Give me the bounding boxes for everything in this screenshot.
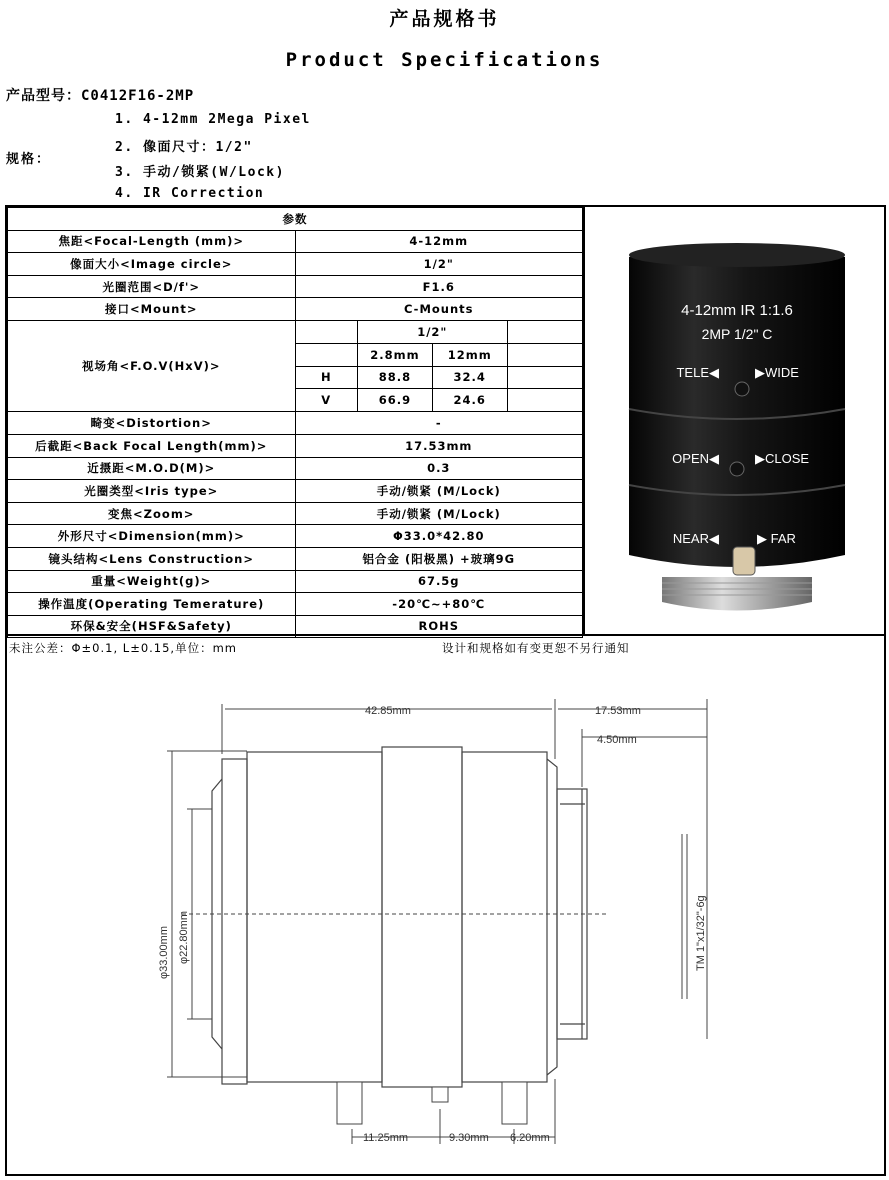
table-row (8, 525, 583, 548)
table-header-row (8, 208, 583, 231)
row-value: F1.6 (295, 275, 583, 298)
vertical-divider (583, 207, 585, 634)
lens-body (629, 247, 845, 567)
row-label: 焦距<Focal-Length (mm)> (8, 230, 296, 253)
spec-line-1: 1. 4-12mm 2Mega Pixel (115, 112, 311, 127)
table-row (8, 457, 583, 480)
iris-screw (730, 462, 744, 476)
spec-line-2: 2. 像面尺寸：1/2" (115, 140, 253, 155)
row-value: 67.5g (295, 570, 583, 593)
row-label: 像面大小<Image circle> (8, 253, 296, 276)
lens-outline (212, 747, 587, 1087)
specs-label: 规格： (6, 152, 52, 167)
row-value: 手动/锁紧 (M/Lock) (295, 480, 583, 503)
row-value: 手动/锁紧 (M/Lock) (295, 502, 583, 525)
table-row (8, 480, 583, 503)
row-value: 4-12mm (295, 230, 583, 253)
table-row (8, 570, 583, 593)
dim-a: 11.25mm (363, 1132, 409, 1144)
row-value: 铝合金 (阳极黑) +玻璃9G (295, 547, 583, 570)
row-value: 0.3 (295, 457, 583, 480)
photo-open: OPEN◀ (672, 451, 719, 466)
dim-c: 6.20mm (510, 1132, 550, 1144)
fov-focal-a: 2.8mm (358, 344, 433, 367)
table-row (8, 298, 583, 321)
row-value: 1/2" (295, 253, 583, 276)
photo-line2: 2MP 1/2" C (701, 326, 773, 342)
dimension-lines (167, 699, 707, 1144)
zoom-screw (735, 382, 749, 396)
lens-photo (587, 207, 884, 634)
fov-h-b: 32.4 (432, 366, 507, 389)
fov-label: 视场角<F.O.V(HxV)> (8, 320, 296, 411)
table-header: 参数 (8, 208, 583, 231)
row-label: 畸变<Distortion> (8, 412, 296, 435)
table-row (8, 230, 583, 253)
photo-near: NEAR◀ (672, 531, 719, 546)
lens-thread (662, 577, 812, 611)
fov-cell (295, 320, 583, 411)
photo-tele: TELE◀ (676, 365, 719, 380)
spec-table (7, 207, 583, 638)
table-row (8, 412, 583, 435)
dim-outer-diameter: φ33.00mm (158, 926, 170, 979)
row-label: 近摄距<M.O.D(M)> (8, 457, 296, 480)
table-row (8, 434, 583, 457)
row-value: C-Mounts (295, 298, 583, 321)
dim-back-focal: 17.53mm (595, 705, 641, 717)
horizontal-divider (7, 634, 884, 636)
lens-drawing (7, 659, 884, 1174)
row-label: 后截距<Back Focal Length(mm)> (8, 434, 296, 457)
fov-blank (507, 344, 582, 367)
model-value: C0412F16-2MP (81, 88, 195, 104)
disclaimer-note: 设计和规格如有变更恕不另行通知 (442, 641, 630, 655)
table-row (8, 593, 583, 616)
spec-table-wrap (7, 207, 583, 638)
fov-v-b: 24.6 (432, 389, 507, 412)
title-chinese: 产品规格书 (389, 8, 500, 30)
row-label: 接口<Mount> (8, 298, 296, 321)
lens-top (629, 243, 845, 267)
row-label: 外形尺寸<Dimension(mm)> (8, 525, 296, 548)
table-row (8, 547, 583, 570)
dim-flange: 4.50mm (597, 734, 637, 746)
dim-inner-diameter: φ22.80mm (178, 911, 190, 964)
row-label: 重量<Weight(g)> (8, 570, 296, 593)
fov-blank (296, 344, 358, 367)
fov-v-a: 66.9 (358, 389, 433, 412)
photo-line1: 4-12mm IR 1:1.6 (681, 302, 793, 319)
fov-sensor: 1/2" (358, 321, 508, 344)
row-label: 环保&安全(HSF&Safety) (8, 615, 296, 638)
spec-line-4: 4. IR Correction (115, 186, 265, 201)
table-row (8, 502, 583, 525)
table-row (8, 275, 583, 298)
fov-v-label: V (296, 389, 358, 412)
title-english: Product Specifications (285, 49, 604, 71)
table-row (8, 253, 583, 276)
drawing-screws (337, 1082, 527, 1124)
spec-sheet-frame (5, 205, 886, 1176)
fov-blank (507, 389, 582, 412)
fov-focal-b: 12mm (432, 344, 507, 367)
fov-h-label: H (296, 366, 358, 389)
row-label: 变焦<Zoom> (8, 502, 296, 525)
model-label: 产品型号： (6, 88, 81, 104)
row-value: ROHS (295, 615, 583, 638)
fov-blank (507, 321, 582, 344)
focus-knob (733, 547, 755, 575)
dim-length: 42.85mm (365, 705, 411, 717)
model-line (6, 85, 194, 105)
row-value: - (295, 412, 583, 435)
photo-far: ▶ FAR (757, 531, 796, 546)
dim-b: 9.30mm (449, 1132, 489, 1144)
tolerance-note: 未注公差：Φ±0.1, L±0.15,单位：mm (9, 641, 237, 655)
row-label: 光圈范围<D/f'> (8, 275, 296, 298)
fov-h-a: 88.8 (358, 366, 433, 389)
photo-close: ▶CLOSE (755, 451, 810, 466)
fov-subtable (296, 321, 583, 411)
fov-blank (507, 366, 582, 389)
photo-wide: ▶WIDE (755, 365, 799, 380)
row-label: 光圈类型<Iris type> (8, 480, 296, 503)
fov-blank (296, 321, 358, 344)
row-value: 17.53mm (295, 434, 583, 457)
table-row-fov (8, 320, 583, 411)
row-value: -20℃~+80℃ (295, 593, 583, 616)
spec-line-3: 3. 手动/锁紧(W/Lock) (115, 165, 285, 180)
dim-thread: TM 1"x1/32"-6g (695, 895, 707, 971)
row-label: 操作温度(Operating Temerature) (8, 593, 296, 616)
row-value: Φ33.0*42.80 (295, 525, 583, 548)
row-label: 镜头结构<Lens Construction> (8, 547, 296, 570)
